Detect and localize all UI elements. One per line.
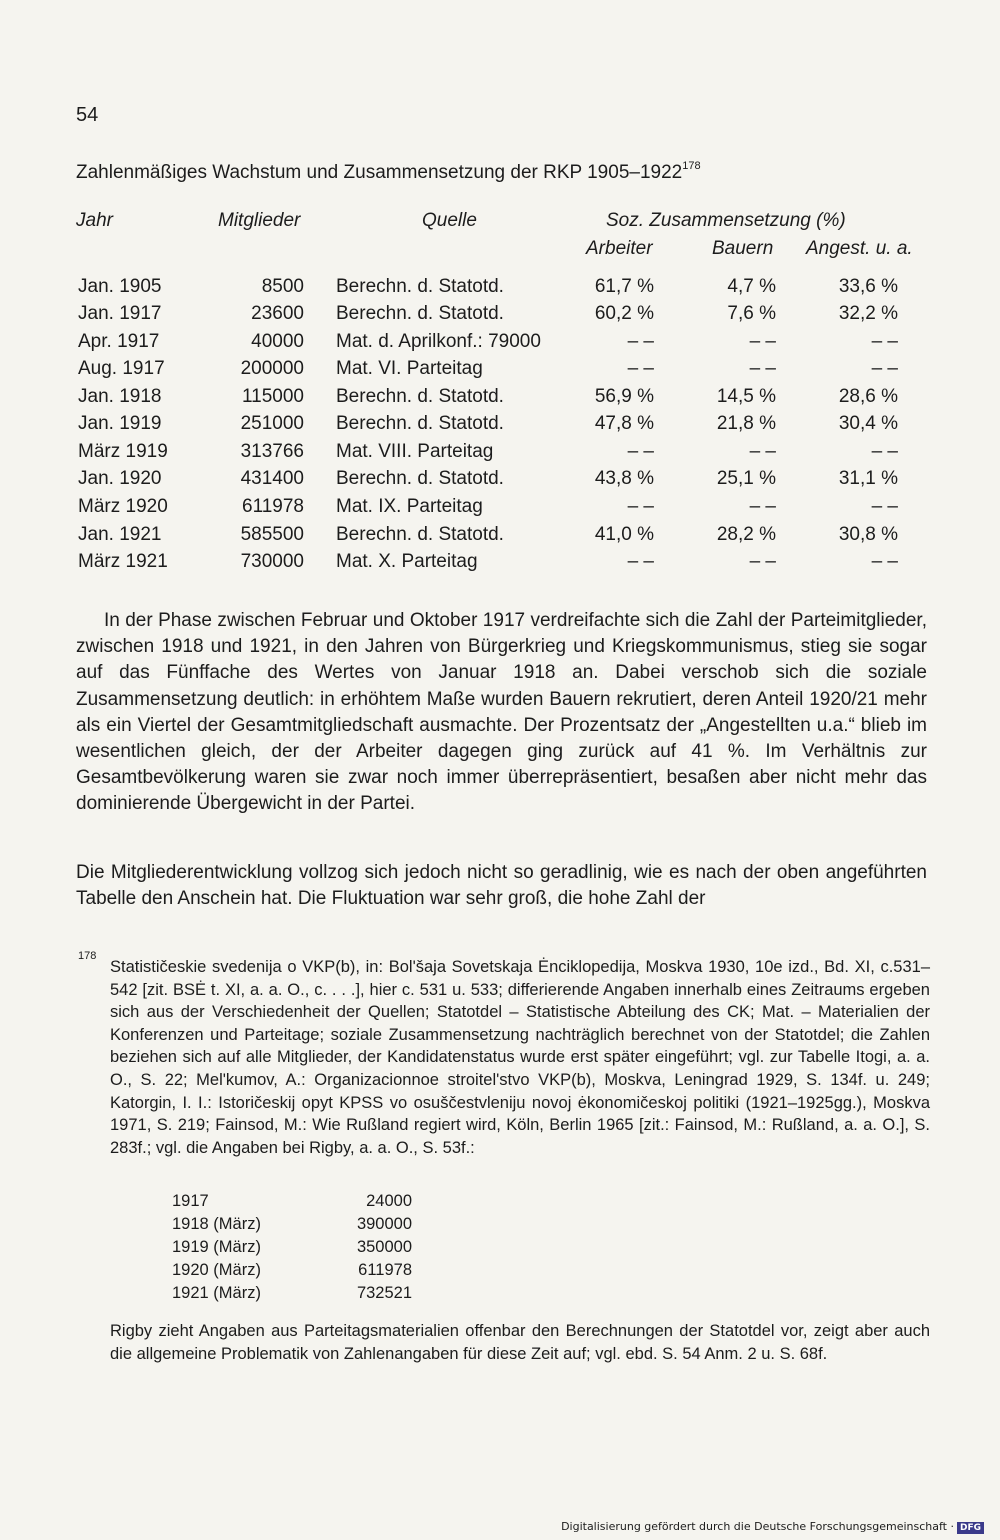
mini-year: 1917 [172, 1192, 209, 1210]
cell-bauern: 4,7 % [727, 276, 776, 297]
cell-bauern: – – [749, 551, 776, 572]
cell-year: Jan. 1921 [78, 524, 162, 545]
cell-year: Jan. 1905 [78, 276, 162, 297]
cell-year: Jan. 1917 [78, 303, 162, 324]
mini-value: 24000 [366, 1192, 412, 1210]
cell-year: Apr. 1917 [78, 331, 160, 352]
table-row [0, 303, 1000, 329]
cell-angest: 32,2 % [838, 303, 898, 324]
page-number: 54 [76, 104, 99, 126]
cell-bauern: 7,6 % [727, 303, 776, 324]
cell-angest: 28,6 % [838, 386, 898, 407]
cell-source: Berechn. d. Statotd. [336, 468, 504, 489]
cell-members: 431400 [240, 468, 304, 489]
cell-bauern: 14,5 % [716, 386, 776, 407]
table-row [0, 413, 1000, 439]
table-row [0, 551, 1000, 577]
cell-members: 585500 [240, 524, 304, 545]
footnote-text: Statističeskie svedenija o VKP(b), in: Bol'šaja Sovetskaja Ėnciklopedija, Moskva 1930, 10e izd., Bd. XI, c.531–542 [zit. BSĖ t. XI, a. a. O., c. . . .], hier c. 531 u. 533; differierende Angaben innerhalb eines Zeitraums ergeben sich aus der Verschiedenheit der Quellen; Statotdel – Statistische Abteilung des CK; Mat. – Materialien der Konferenzen und Parteitage; soziale Zusammensetzung nachträglich berechnet von der Statotdel; die Zahlen beziehen sich auf alle Mitglieder, der Kandidatenstatus wurde erst später eingeführt; vgl. zur Tabelle Itogi, a. a. O., S. 22; Mel'kumov, A.: Organizacionnoe stroitel'stvo VKP(b), Moskva, Leningrad 1929, S. 134f. u. 249; Katorgin, I. I.: Istoričeskij opyt KPSS vo osuščestvleniju novoj ėkonomičeskoj politiki (1921–1925gg.), Moskva 1971, S. 219; Fainsod, M.: Wie Rußland regiert wird, Köln, Berlin 1965 [zit.: Fainsod, M.: Rußland, a. a. O.], S. 283f.; vgl. die Angaben bei Rigby, a. a. O., S. 53f.: [110, 958, 930, 1157]
mini-table-row [172, 1215, 412, 1238]
cell-year: Jan. 1920 [78, 468, 162, 489]
digitization-notice [561, 1520, 984, 1534]
mini-year: 1921 (März) [172, 1284, 261, 1302]
cell-arbeiter: 60,2 % [594, 303, 654, 324]
cell-source: Mat. d. Aprilkonf.: 79000 [336, 331, 541, 352]
cell-arbeiter: 56,9 % [594, 386, 654, 407]
table-caption [76, 160, 701, 184]
dfg-logo: DFG [957, 1522, 984, 1534]
table-row [0, 331, 1000, 357]
cell-bauern: 21,8 % [716, 413, 776, 434]
cell-year: März 1921 [78, 551, 168, 572]
cell-angest: – – [871, 551, 898, 572]
cell-arbeiter: – – [627, 496, 654, 517]
mini-table-row [172, 1238, 412, 1261]
cell-source: Mat. X. Parteitag [336, 551, 478, 572]
cell-source: Berechn. d. Statotd. [336, 386, 504, 407]
body-paragraph-1 [76, 608, 927, 818]
cell-source: Mat. IX. Parteitag [336, 496, 483, 517]
mini-value: 390000 [356, 1215, 412, 1233]
cell-bauern: – – [749, 441, 776, 462]
cell-members: 313766 [240, 441, 304, 462]
header-angest: Angest. u. a. [806, 238, 913, 259]
cell-bauern: – – [749, 331, 776, 352]
cell-angest: 30,4 % [838, 413, 898, 434]
cell-bauern: – – [749, 358, 776, 379]
table-row [0, 496, 1000, 522]
cell-angest: – – [871, 358, 898, 379]
table-row [0, 386, 1000, 412]
table-row [0, 524, 1000, 550]
header-quelle: Quelle [422, 210, 477, 231]
mini-year: 1918 (März) [172, 1215, 261, 1233]
cell-members: 611978 [242, 496, 304, 517]
cell-angest: – – [871, 496, 898, 517]
cell-members: 23600 [251, 303, 304, 324]
cell-year: Jan. 1918 [78, 386, 162, 407]
cell-members: 200000 [240, 358, 304, 379]
cell-angest: 33,6 % [838, 276, 898, 297]
cell-angest: 30,8 % [838, 524, 898, 545]
cell-year: Jan. 1919 [78, 413, 162, 434]
header-arbeiter: Arbeiter [586, 238, 653, 259]
table-row [0, 358, 1000, 384]
mini-value: 611978 [358, 1261, 412, 1279]
cell-bauern: 25,1 % [716, 468, 776, 489]
body-paragraph-2 [76, 860, 927, 912]
header-bauern: Bauern [712, 238, 774, 259]
table-row [0, 276, 1000, 302]
cell-source: Berechn. d. Statotd. [336, 413, 504, 434]
mini-value: 732521 [356, 1284, 412, 1302]
cell-arbeiter: 43,8 % [594, 468, 654, 489]
cell-bauern: 28,2 % [716, 524, 776, 545]
cell-angest: – – [871, 331, 898, 352]
cell-members: 40000 [251, 331, 304, 352]
cell-source: Berechn. d. Statotd. [336, 276, 504, 297]
cell-arbeiter: 41,0 % [594, 524, 654, 545]
cell-arbeiter: 61,7 % [594, 276, 654, 297]
cell-source: Berechn. d. Statotd. [336, 524, 504, 545]
cell-members: 8500 [261, 276, 304, 297]
cell-source: Mat. VI. Parteitag [336, 358, 483, 379]
cell-arbeiter: – – [627, 441, 654, 462]
mini-value: 350000 [356, 1238, 412, 1256]
paragraph-text: In der Phase zwischen Februar und Oktober 1917 verdreifachte sich die Zahl der Parteimitglieder, zwischen 1918 und 1921, in den Jahren von Bürgerkrieg und Kriegskommunismus, stieg sie sogar auf das Fünffache des Wertes von Januar 1918 an. Dabei verschob sich die soziale Zusammensetzung deutlich: in erhöhtem Maße wurden Bauern rekrutiert, deren Anteil 1920/21 mehr als ein Viertel der Gesamtmitgliedschaft ausmachte. Der Prozentsatz der „Angestellten u.a.“ blieb im wesentlichen gleich, der der Arbeiter dagegen ging zurück auf 41 %. Im Verhältnis zur Gesamtbevölkerung waren sie zwar noch immer überrepräsentiert, besaßen aber nicht mehr das dominierende Übergewicht in der Partei. [76, 610, 927, 815]
mini-table-row [172, 1261, 412, 1284]
cell-bauern: – – [749, 496, 776, 517]
cell-year: März 1919 [78, 441, 168, 462]
cell-members: 251000 [240, 413, 304, 434]
table-row [0, 441, 1000, 467]
cell-arbeiter: – – [627, 331, 654, 352]
footnote-reference[interactable]: 178 [682, 160, 701, 172]
cell-arbeiter: – – [627, 551, 654, 572]
mini-year: 1920 (März) [172, 1261, 261, 1279]
cell-arbeiter: 47,8 % [594, 413, 654, 434]
cell-members: 115000 [242, 386, 304, 407]
header-soz: Soz. Zusammensetzung (%) [606, 210, 846, 231]
cell-members: 730000 [240, 551, 304, 572]
mini-table-row [172, 1284, 412, 1307]
cell-source: Mat. VIII. Parteitag [336, 441, 494, 462]
mini-year: 1919 (März) [172, 1238, 261, 1256]
cell-arbeiter: – – [627, 358, 654, 379]
footnote-mini-table [172, 1192, 412, 1307]
header-mitglieder: Mitglieder [218, 210, 301, 231]
cell-source: Berechn. d. Statotd. [336, 303, 504, 324]
footnote-number: 178 [78, 950, 97, 962]
header-jahr: Jahr [76, 210, 113, 231]
footnote-closing: Rigby zieht Angaben aus Parteitagsmaterialien offenbar den Berechnungen der Statotdel vor, zeigt aber auch die allgemeine Problematik von Zahlenangaben für diese Zeit auf; vgl. ebd. S. 54 Anm. 2 u. S. 68f. [110, 1322, 930, 1363]
digitization-text: Digitalisierung gefördert durch die Deutsche Forschungsgemeinschaft · [561, 1520, 954, 1533]
cell-angest: 31,1 % [838, 468, 898, 489]
cell-angest: – – [871, 441, 898, 462]
mini-table-row [172, 1192, 412, 1215]
paragraph-text: Die Mitgliederentwicklung vollzog sich jedoch nicht so geradlinig, wie es nach der oben angeführten Tabelle den Anschein hat. Die Fluktuation war sehr groß, die hohe Zahl der [76, 862, 927, 910]
caption-text: Zahlenmäßiges Wachstum und Zusammensetzung der RKP 1905–1922 [76, 162, 683, 183]
cell-year: März 1920 [78, 496, 168, 517]
cell-year: Aug. 1917 [78, 358, 165, 379]
table-row [0, 468, 1000, 494]
